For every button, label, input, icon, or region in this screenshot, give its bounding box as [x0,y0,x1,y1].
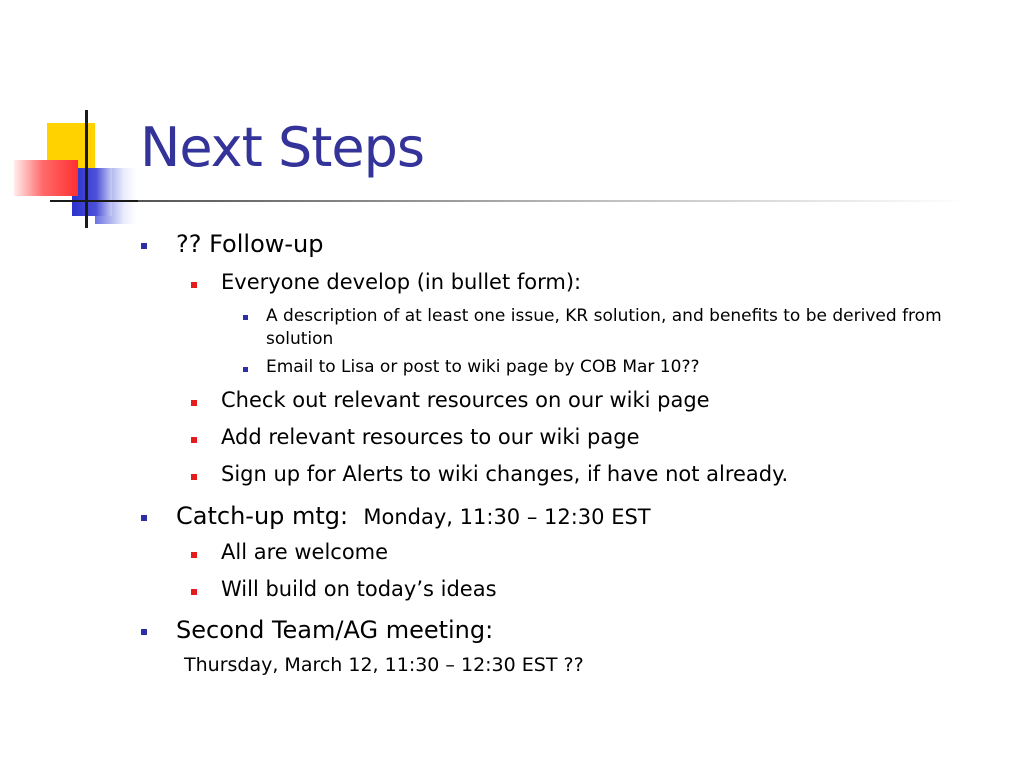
bullet-square-icon [141,515,147,521]
bullet-square-icon [243,367,248,372]
bullet-all-welcome: All are welcome [221,540,389,564]
bullet-sign-up-alerts: Sign up for Alerts to wiki changes, if have not already. [221,462,789,486]
slide-title: Next Steps [140,116,425,179]
bullet-square-icon [141,629,147,635]
bullet-description: A description of at least one issue, KR solution, and benefits to be derived from solution [266,306,942,349]
bullet-second-meeting: Second Team/AG meeting: [176,616,494,644]
bullet-follow-up: ?? Follow-up [176,230,324,258]
bullet-email-lisa: Email to Lisa or post to wiki page by COB Mar 10?? [266,357,700,377]
bullet-square-icon [191,589,197,595]
bullet-square-icon [191,474,197,480]
bullet-square-icon [191,400,197,406]
bullet-square-icon [191,437,197,443]
second-meeting-date: Thursday, March 12, 11:30 – 12:30 EST ?? [184,654,584,676]
catch-up-time: Monday, 11:30 – 12:30 EST [363,505,651,529]
catch-up-label: Catch-up mtg: [176,502,349,530]
bullet-catch-up [176,502,651,530]
bullet-square-icon [191,552,197,558]
bullet-check-resources: Check out relevant resources on our wiki page [221,388,710,412]
bullet-add-resources: Add relevant resources to our wiki page [221,425,640,449]
bullet-square-icon [243,315,248,320]
bullet-everyone-develop: Everyone develop (in bullet form): [221,270,582,294]
bullet-square-icon [141,243,147,249]
bullet-square-icon [191,282,197,288]
bullet-build-on-ideas: Will build on today’s ideas [221,577,497,601]
